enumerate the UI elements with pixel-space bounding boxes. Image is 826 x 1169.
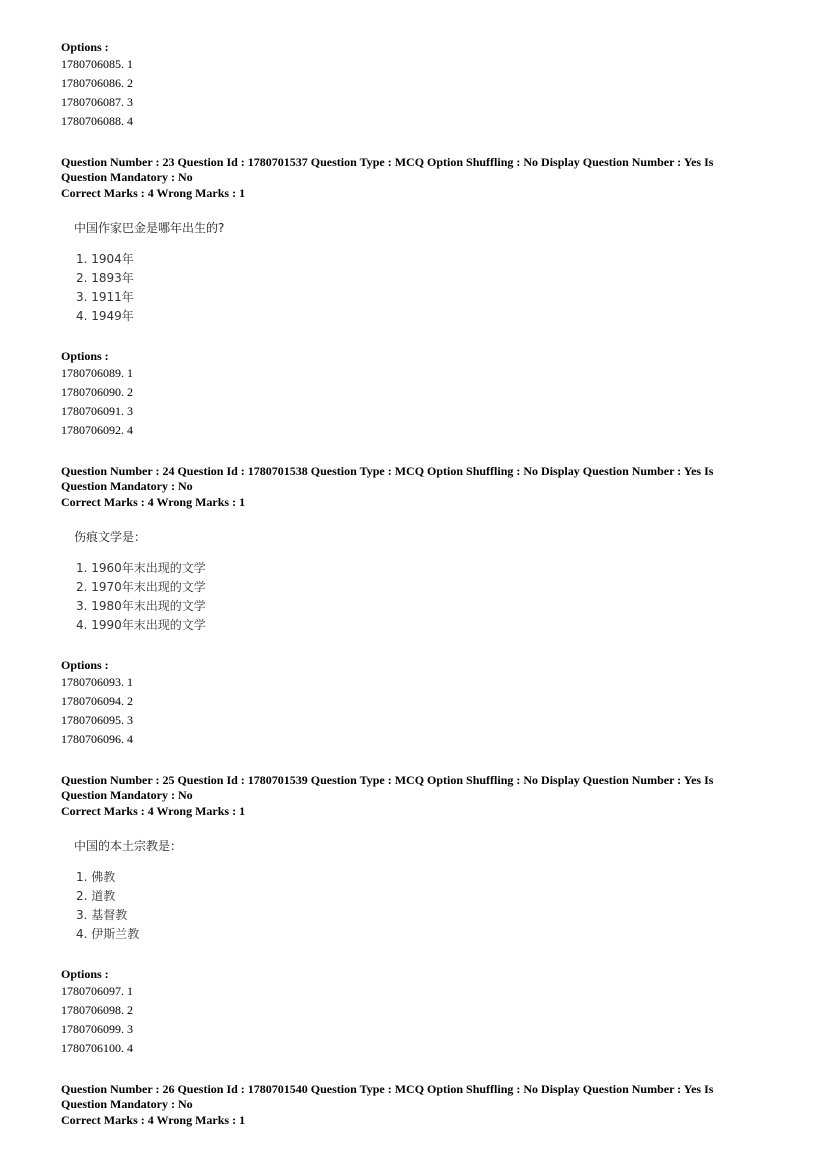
question-meta: Question Number : 23 Question Id : 1780701537 Question Type : MCQ Option Shuffling : No Display Question Number : Yes Is Question Mandatory : No [61,155,714,184]
options-block [61,39,761,131]
question-header-26 [61,1082,761,1128]
question-text: 中国的本土宗教是： [74,839,183,853]
option-id: 1780706087. 3 [61,95,133,109]
option-id: 1780706088. 4 [61,114,133,128]
choice-item: 3. 1911年 [76,290,134,304]
option-id: 1780706096. 4 [61,732,133,746]
options-label: Options : [61,658,109,672]
option-id: 1780706086. 2 [61,76,133,90]
options-block [61,657,761,749]
question-marks: Correct Marks : 4 Wrong Marks : 1 [61,186,246,200]
options-label: Options : [61,967,109,981]
options-block [61,348,761,440]
choice-item: 3. 1980年末出现的文学 [76,599,206,613]
question-meta: Question Number : 25 Question Id : 1780701539 Question Type : MCQ Option Shuffling : No Display Question Number : Yes Is Question Mandatory : No [61,773,714,802]
question-meta: Question Number : 24 Question Id : 1780701538 Question Type : MCQ Option Shuffling : No Display Question Number : Yes Is Question Mandatory : No [61,464,714,493]
question-header-24 [61,464,761,510]
question-marks: Correct Marks : 4 Wrong Marks : 1 [61,1113,246,1127]
choice-list [76,559,206,635]
question-meta: Question Number : 26 Question Id : 1780701540 Question Type : MCQ Option Shuffling : No Display Question Number : Yes Is Question Mandatory : No [61,1082,714,1111]
question-header-23 [61,155,761,201]
choice-item: 1. 佛教 [76,870,116,884]
choice-item: 4. 1949年 [76,309,134,323]
choice-item: 2. 道教 [76,889,116,903]
option-id: 1780706100. 4 [61,1041,133,1055]
choice-item: 1. 1960年末出现的文学 [76,561,206,575]
option-id: 1780706090. 2 [61,385,133,399]
choice-item: 2. 1970年末出现的文学 [76,580,206,594]
options-label: Options : [61,349,109,363]
option-id: 1780706099. 3 [61,1022,133,1036]
choice-item: 2. 1893年 [76,271,134,285]
option-id: 1780706095. 3 [61,713,133,727]
question-marks: Correct Marks : 4 Wrong Marks : 1 [61,804,246,818]
choice-list [76,250,134,326]
choice-list [76,868,139,944]
option-id: 1780706093. 1 [61,675,133,689]
choice-item: 1. 1904年 [76,252,134,266]
question-marks: Correct Marks : 4 Wrong Marks : 1 [61,495,246,509]
choice-item: 4. 伊斯兰教 [76,927,140,941]
question-text: 中国作家巴金是哪年出生的? [74,221,225,235]
option-id: 1780706089. 1 [61,366,133,380]
option-id: 1780706085. 1 [61,57,133,71]
question-text: 伤痕文学是： [74,530,147,544]
choice-item: 4. 1990年末出现的文学 [76,618,206,632]
option-id: 1780706098. 2 [61,1003,133,1017]
options-block [61,966,761,1058]
choice-item: 3. 基督教 [76,908,128,922]
option-id: 1780706097. 1 [61,984,133,998]
option-id: 1780706091. 3 [61,404,133,418]
question-header-25 [61,773,761,819]
option-id: 1780706092. 4 [61,423,133,437]
option-id: 1780706094. 2 [61,694,133,708]
options-label: Options : [61,40,109,54]
